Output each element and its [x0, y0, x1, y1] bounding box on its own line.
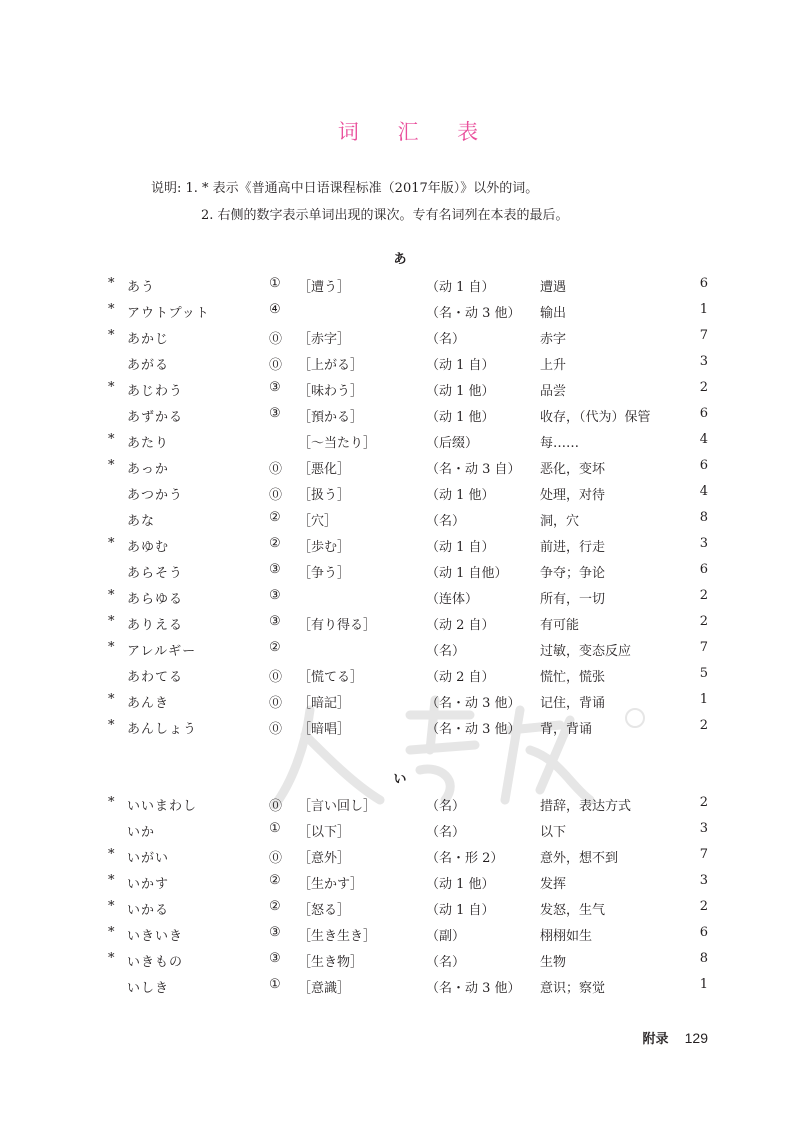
accent: ②	[269, 640, 281, 655]
kana: あゆむ	[127, 540, 170, 555]
part-of-speech: （名・动 3 自）	[426, 462, 521, 477]
vocab-row	[0, 536, 800, 562]
meaning: 输出	[540, 306, 567, 321]
star-mark: *	[108, 899, 115, 914]
kana: あんき	[127, 696, 170, 711]
meaning: 收存，（代为）保管	[540, 410, 651, 425]
star-mark: *	[108, 432, 115, 447]
kanji: ［以下］	[298, 825, 351, 840]
kana: あかじ	[127, 332, 170, 347]
lesson-number: 2	[699, 795, 708, 810]
lesson-number: 3	[699, 354, 708, 369]
star-mark: *	[108, 536, 115, 551]
accent: ②	[269, 899, 281, 914]
kanji: ［扱う］	[298, 488, 351, 503]
star-mark: *	[108, 328, 115, 343]
lesson-number: 7	[699, 640, 708, 655]
kana: いか	[127, 825, 156, 840]
lesson-number: 6	[699, 925, 708, 940]
star-mark: *	[108, 951, 115, 966]
part-of-speech: （连体）	[426, 592, 479, 607]
kana: あんしょう	[127, 722, 198, 737]
kana: あな	[127, 514, 156, 529]
meaning: 前进，行走	[540, 540, 606, 555]
star-mark: *	[108, 692, 115, 707]
meaning: 慌忙，慌张	[540, 670, 606, 685]
page-footer	[642, 1028, 708, 1047]
kanji: ［味わう］	[298, 384, 364, 399]
kanji: ［言い回し］	[298, 799, 377, 814]
accent: ⓪	[269, 799, 283, 814]
meaning: 品尝	[540, 384, 567, 399]
part-of-speech: （名）	[426, 514, 466, 529]
vocab-row	[0, 873, 800, 899]
kanji: ［～当たり］	[298, 436, 377, 451]
kana: アレルギー	[127, 644, 197, 659]
note-2: 2. 右侧的数字表示单词出现的课次。专有名词列在本表的最后。	[201, 208, 569, 223]
vocab-row	[0, 276, 800, 302]
kana: いがい	[127, 851, 170, 866]
part-of-speech: （副）	[426, 929, 466, 944]
vocab-row	[0, 614, 800, 640]
notes	[151, 175, 569, 229]
lesson-number: 6	[699, 458, 708, 473]
star-mark: *	[108, 925, 115, 940]
appendix-label: 附录	[642, 1032, 669, 1047]
lesson-number: 2	[699, 380, 708, 395]
part-of-speech: （名）	[426, 799, 466, 814]
lesson-number: 5	[699, 666, 708, 681]
vocab-row	[0, 795, 800, 821]
accent: ①	[269, 821, 281, 836]
vocab-row	[0, 328, 800, 354]
kana: いしき	[127, 981, 170, 996]
lesson-number: 6	[699, 562, 708, 577]
kana: あずかる	[127, 410, 184, 425]
star-mark: *	[108, 614, 115, 629]
kanji: ［悪化］	[298, 462, 351, 477]
part-of-speech: （动 1 自他）	[426, 566, 508, 581]
accent: ⓪	[269, 358, 283, 373]
part-of-speech: （动 1 他）	[426, 488, 495, 503]
vocab-row	[0, 899, 800, 925]
lesson-number: 1	[699, 302, 708, 317]
kanji: ［遭う］	[298, 280, 351, 295]
meaning: 每……	[540, 436, 580, 451]
lesson-number: 3	[699, 821, 708, 836]
kana: あたり	[127, 436, 170, 451]
kanji: ［歩む］	[298, 540, 351, 555]
kanji: ［預かる］	[298, 410, 364, 425]
section-heading: い	[393, 772, 407, 787]
kanji: ［暗唱］	[298, 722, 351, 737]
part-of-speech: （动 1 自）	[426, 903, 495, 918]
accent: ⓪	[269, 488, 283, 503]
meaning: 上升	[540, 358, 567, 373]
vocab-row	[0, 821, 800, 847]
kanji: ［意識］	[298, 981, 351, 996]
lesson-number: 7	[699, 847, 708, 862]
kanji: ［意外］	[298, 851, 351, 866]
lesson-number: 2	[699, 614, 708, 629]
meaning: 记住，背诵	[540, 696, 606, 711]
vocab-row	[0, 432, 800, 458]
accent: ②	[269, 536, 281, 551]
accent: ④	[269, 302, 281, 317]
meaning: 意识；察觉	[540, 981, 606, 996]
meaning: 遭遇	[540, 280, 567, 295]
vocab-row	[0, 354, 800, 380]
kanji: ［生かす］	[298, 877, 364, 892]
meaning: 处理，对待	[540, 488, 606, 503]
kana: いかす	[127, 877, 170, 892]
kana: いきいき	[127, 929, 184, 944]
part-of-speech: （动 1 自）	[426, 540, 495, 555]
kana: あがる	[127, 358, 170, 373]
kanji: ［暗記］	[298, 696, 351, 711]
meaning: 洞，穴	[540, 514, 580, 529]
vocab-row	[0, 458, 800, 484]
kanji: ［赤字］	[298, 332, 351, 347]
meaning: 栩栩如生	[540, 929, 593, 944]
meaning: 背，背诵	[540, 722, 593, 737]
meaning: 意外，想不到	[540, 851, 619, 866]
star-mark: *	[108, 302, 115, 317]
kanji: ［争う］	[298, 566, 351, 581]
accent: ②	[269, 510, 281, 525]
meaning: 过敏，变态反应	[540, 644, 632, 659]
lesson-number: 2	[699, 718, 708, 733]
accent: ③	[269, 614, 281, 629]
kana: アウトプット	[127, 306, 210, 321]
star-mark: *	[108, 380, 115, 395]
lesson-number: 4	[699, 484, 708, 499]
part-of-speech: （名）	[426, 332, 466, 347]
part-of-speech: （名・动 3 他）	[426, 306, 521, 321]
part-of-speech: （动 1 他）	[426, 410, 495, 425]
accent: ⓪	[269, 332, 283, 347]
accent: ①	[269, 276, 281, 291]
kana: あわてる	[127, 670, 184, 685]
accent: ⓪	[269, 696, 283, 711]
kana: ありえる	[127, 618, 184, 633]
part-of-speech: （名）	[426, 825, 466, 840]
vocab-row	[0, 640, 800, 666]
meaning: 以下	[540, 825, 567, 840]
vocab-row	[0, 951, 800, 977]
vocab-row	[0, 588, 800, 614]
part-of-speech: （动 1 自）	[426, 358, 495, 373]
kanji: ［生き生き］	[298, 929, 377, 944]
accent: ③	[269, 925, 281, 940]
lesson-number: 8	[699, 951, 708, 966]
vocab-row	[0, 925, 800, 951]
meaning: 生物	[540, 955, 567, 970]
lesson-number: 2	[699, 588, 708, 603]
accent: ②	[269, 873, 281, 888]
lesson-number: 2	[699, 899, 708, 914]
part-of-speech: （动 1 他）	[426, 877, 495, 892]
accent: ③	[269, 951, 281, 966]
star-mark: *	[108, 588, 115, 603]
lesson-number: 6	[699, 276, 708, 291]
lesson-number: 8	[699, 510, 708, 525]
lesson-number: 6	[699, 406, 708, 421]
part-of-speech: （名）	[426, 644, 466, 659]
accent: ⓪	[269, 851, 283, 866]
star-mark: *	[108, 795, 115, 810]
part-of-speech: （动 2 自）	[426, 618, 495, 633]
kana: あう	[127, 280, 156, 295]
vocab-row	[0, 562, 800, 588]
vocab-row	[0, 406, 800, 432]
vocab-row	[0, 302, 800, 328]
kanji: ［怒る］	[298, 903, 351, 918]
kana: いいまわし	[127, 799, 198, 814]
part-of-speech: （动 1 自）	[426, 280, 495, 295]
accent: ⓪	[269, 722, 283, 737]
part-of-speech: （名・动 3 他）	[426, 696, 521, 711]
section-heading: あ	[393, 252, 407, 267]
meaning: 措辞，表达方式	[540, 799, 632, 814]
part-of-speech: （名・动 3 他）	[426, 722, 521, 737]
accent: ①	[269, 977, 281, 992]
accent: ③	[269, 380, 281, 395]
page-number: 129	[684, 1030, 708, 1046]
kanji: ［慌てる］	[298, 670, 364, 685]
meaning: 恶化，变坏	[540, 462, 606, 477]
part-of-speech: （名・形 2）	[426, 851, 504, 866]
kanji: ［穴］	[298, 514, 338, 529]
vocab-row	[0, 484, 800, 510]
vocab-row	[0, 666, 800, 692]
accent: ③	[269, 406, 281, 421]
kana: あっか	[127, 462, 169, 477]
meaning: 有可能	[540, 618, 580, 633]
star-mark: *	[108, 873, 115, 888]
part-of-speech: （名・动 3 他）	[426, 981, 521, 996]
kana: あらゆる	[127, 592, 184, 607]
kanji: ［生き物］	[298, 955, 364, 970]
star-mark: *	[108, 458, 115, 473]
vocab-row	[0, 692, 800, 718]
part-of-speech: （后缀）	[426, 436, 479, 451]
star-mark: *	[108, 276, 115, 291]
meaning: 发怒，生气	[540, 903, 606, 918]
star-mark: *	[108, 847, 115, 862]
meaning: 赤字	[540, 332, 567, 347]
vocab-row	[0, 847, 800, 873]
kana: いかる	[127, 903, 170, 918]
meaning: 所有，一切	[540, 592, 606, 607]
star-mark: *	[108, 640, 115, 655]
part-of-speech: （动 1 他）	[426, 384, 495, 399]
kana: あじわう	[127, 384, 184, 399]
accent: ③	[269, 588, 281, 603]
accent: ⓪	[269, 670, 283, 685]
kana: あらそう	[127, 566, 184, 581]
meaning: 争夺；争论	[540, 566, 606, 581]
part-of-speech: （名）	[426, 955, 466, 970]
part-of-speech: （动 2 自）	[426, 670, 495, 685]
vocab-row	[0, 977, 800, 1003]
lesson-number: 1	[699, 692, 708, 707]
lesson-number: 3	[699, 873, 708, 888]
lesson-number: 3	[699, 536, 708, 551]
accent: ⓪	[269, 462, 283, 477]
meaning: 发挥	[540, 877, 567, 892]
kanji: ［上がる］	[298, 358, 364, 373]
vocab-row	[0, 510, 800, 536]
lesson-number: 4	[699, 432, 708, 447]
accent: ③	[269, 562, 281, 577]
kanji: ［有り得る］	[298, 618, 377, 633]
vocab-row	[0, 380, 800, 406]
page-title: 词 汇 表	[337, 120, 495, 144]
vocab-row	[0, 718, 800, 744]
kana: あつかう	[127, 488, 184, 503]
kana: いきもの	[127, 955, 184, 970]
lesson-number: 1	[699, 977, 708, 992]
lesson-number: 7	[699, 328, 708, 343]
note-1: 说明: 1. * 表示《普通高中日语课程标准（2017年版）》以外的词。	[151, 181, 539, 196]
star-mark: *	[108, 718, 115, 733]
